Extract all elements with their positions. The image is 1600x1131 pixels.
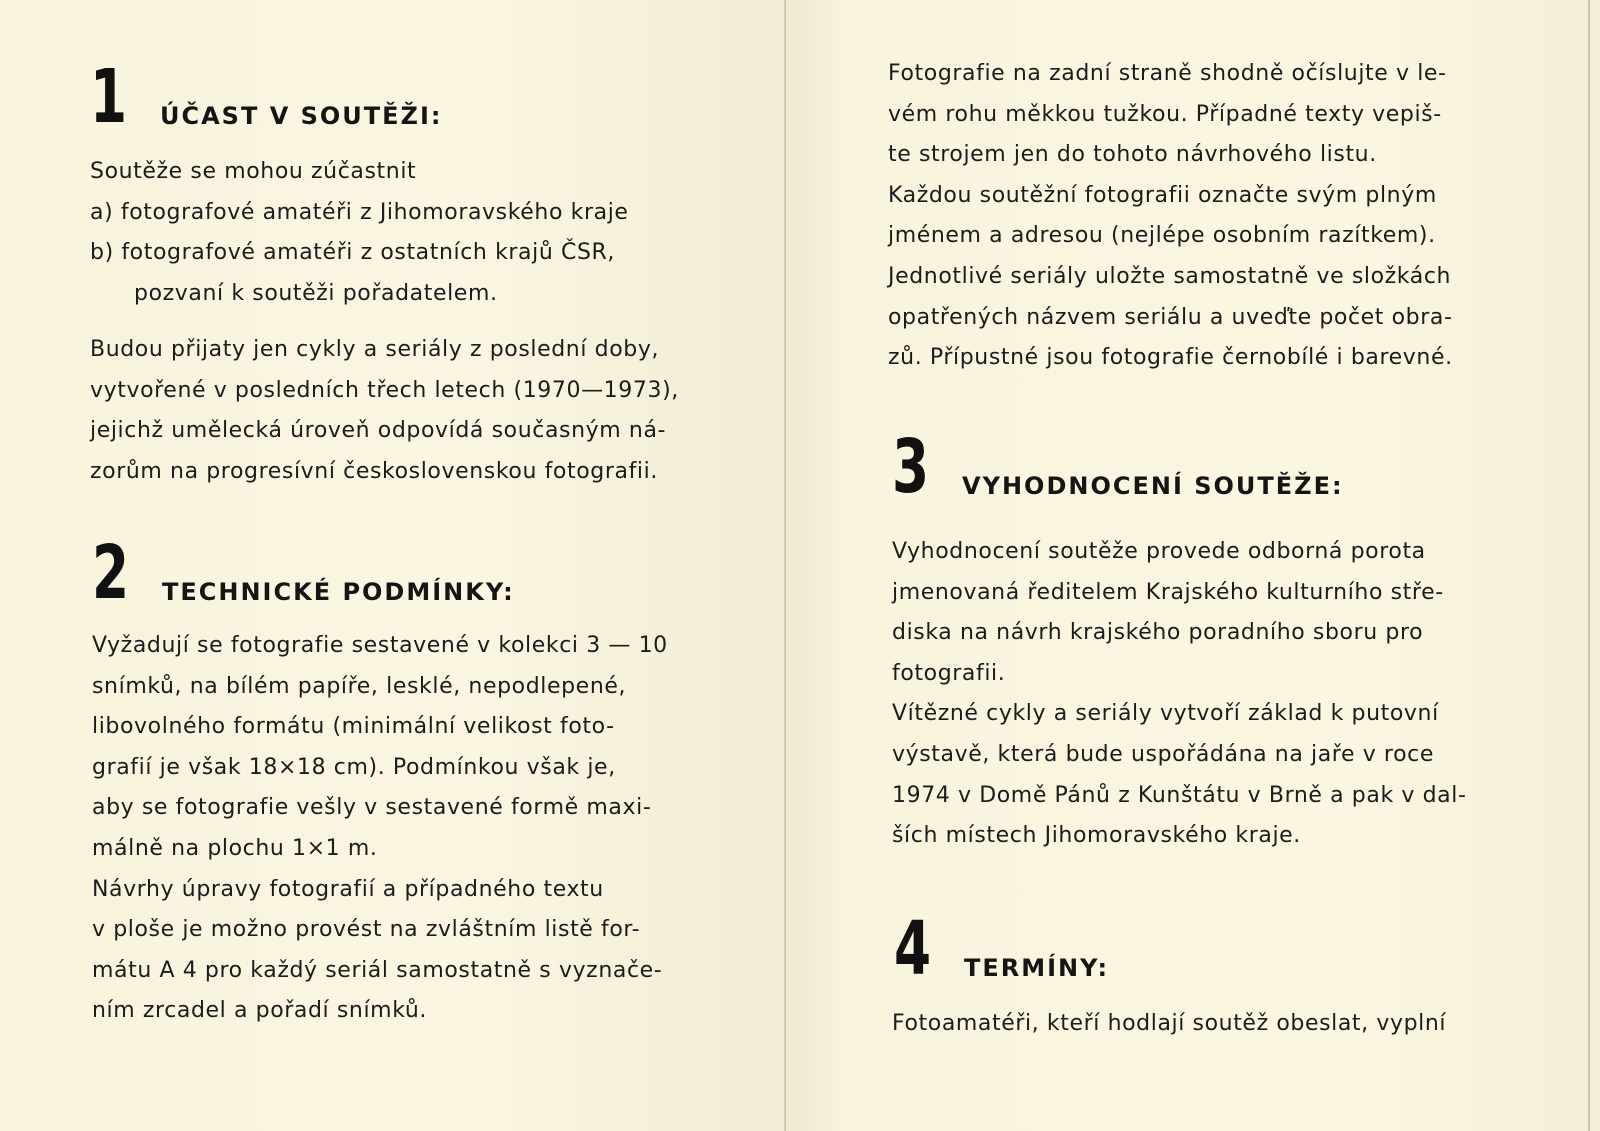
text-line: v ploše je možno provést na zvláštním listě for- bbox=[92, 917, 641, 943]
page-edge bbox=[1588, 0, 1590, 1131]
text-line: zorům na progresívní československou fotografii. bbox=[90, 458, 658, 484]
left-page bbox=[0, 0, 786, 1131]
text-line: Fotoamatéři, kteří hodlají soutěž obeslat, vyplní bbox=[892, 1011, 1447, 1036]
text-line: grafií je však 18×18 cm). Podmínkou však je, bbox=[92, 754, 616, 780]
section-heading: VYHODNOCENÍ SOUTĚŽE: bbox=[962, 472, 1344, 500]
section-4-header bbox=[894, 906, 1110, 992]
text-line: aby se fotografie vešly v sestavené formě maxi- bbox=[92, 795, 652, 821]
section-number: 2 bbox=[92, 530, 130, 616]
section-1-conditions bbox=[90, 330, 679, 492]
text-line: vytvořené v posledních třech letech (1970—1973), bbox=[90, 377, 679, 403]
section-number: 4 bbox=[894, 906, 932, 992]
text-line: Fotografie na zadní straně shodně očíslujte v le- bbox=[888, 61, 1447, 86]
section-2-body bbox=[92, 626, 668, 1032]
section-1-participants bbox=[90, 152, 629, 314]
section-2-header bbox=[92, 530, 515, 616]
right-page bbox=[786, 0, 1600, 1131]
section-number: 1 bbox=[90, 54, 128, 140]
text-line: ním zrcadel a pořadí snímků. bbox=[92, 998, 428, 1024]
text-line: libovolného formátu (minimální velikost foto- bbox=[92, 714, 615, 740]
text-line: zů. Přípustné jsou fotografie černobílé i barevné. bbox=[888, 345, 1453, 371]
section-2-continuation bbox=[888, 54, 1453, 379]
section-1-header bbox=[90, 54, 443, 140]
section-3-header bbox=[892, 424, 1344, 510]
text-line: Soutěže se mohou zúčastnit bbox=[90, 159, 417, 184]
section-4-body bbox=[892, 1004, 1446, 1045]
text-line: jmenovaná ředitelem Krajského kulturního stře- bbox=[892, 579, 1444, 605]
text-line: te strojem jen do tohoto návrhového listu. bbox=[888, 142, 1377, 168]
text-line: jejichž umělecká úroveň odpovídá současným ná- bbox=[90, 418, 667, 444]
text-line: diska na návrh krajského poradního sboru pro bbox=[892, 620, 1424, 646]
text-line: jménem a adresou (nejlépe osobním razítkem). bbox=[888, 223, 1436, 249]
text-line: mátu A 4 pro každý seriál samostatně s vyznače- bbox=[92, 957, 663, 983]
text-line: Jednotlivé seriály uložte samostatně ve složkách bbox=[888, 263, 1452, 289]
text-line: Vítězné cykly a seriály vytvoří základ k putovní bbox=[892, 701, 1439, 727]
section-number: 3 bbox=[892, 424, 930, 510]
text-line: fotografii. bbox=[892, 660, 1006, 686]
text-line: vém rohu měkkou tužkou. Případné texty vepiš- bbox=[888, 101, 1442, 127]
text-line: ších místech Jihomoravského kraje. bbox=[892, 823, 1301, 849]
text-line: b) fotografové amatéři z ostatních krajů ČSR, bbox=[90, 240, 615, 266]
text-line: opatřených názvem seriálu a uveďte počet obra- bbox=[888, 304, 1453, 330]
text-line: málně na plochu 1×1 m. bbox=[92, 835, 378, 861]
text-line: Vyhodnocení soutěže provede odborná porota bbox=[892, 539, 1426, 564]
text-line: pozvaní k soutěži pořadatelem. bbox=[134, 280, 498, 306]
text-line: Budou přijaty jen cykly a seriály z poslední doby, bbox=[90, 337, 660, 362]
text-line: snímků, na bílém papíře, lesklé, nepodlepené, bbox=[92, 673, 627, 699]
section-3-body bbox=[892, 532, 1466, 857]
text-line: 1974 v Domě Pánů z Kunštátu v Brně a pak v dal- bbox=[892, 782, 1467, 808]
text-line: výstavě, která bude uspořádána na jaře v roce bbox=[892, 741, 1434, 767]
section-heading: TECHNICKÉ PODMÍNKY: bbox=[162, 578, 515, 606]
text-line: Návrhy úpravy fotografií a případného textu bbox=[92, 876, 604, 902]
text-line: a) fotografové amatéři z Jihomoravského kraje bbox=[90, 199, 629, 225]
section-heading: TERMÍNY: bbox=[964, 954, 1110, 982]
section-heading: ÚČAST V SOUTĚŽI: bbox=[160, 102, 443, 130]
text-line: Každou soutěžní fotografii označte svým plným bbox=[888, 182, 1437, 208]
text-line: Vyžadují se fotografie sestavené v kolekci 3 — 10 bbox=[92, 633, 668, 658]
